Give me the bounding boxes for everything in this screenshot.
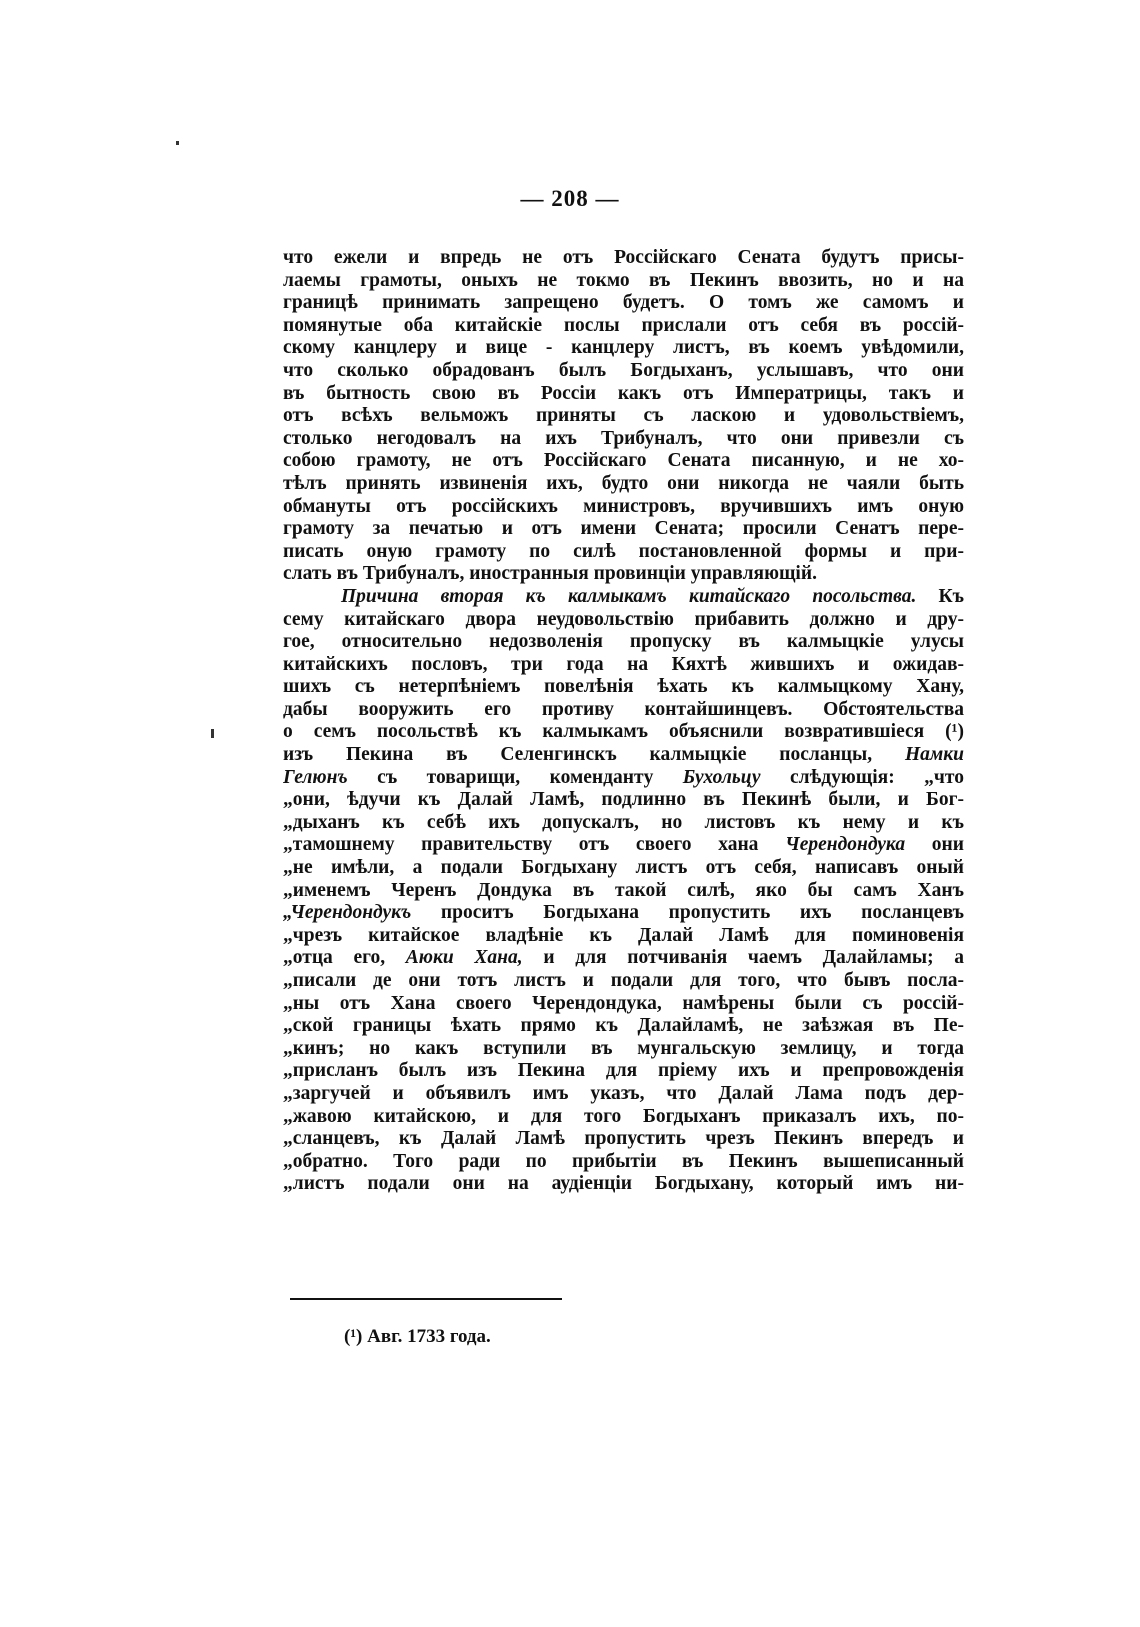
text-line: собою грамоту, не отъ Россійскаго Сената писанную, и не хо- xyxy=(283,450,964,472)
text-line: тѣлъ принять извиненія ихъ, будто они никогда не чаяли быть xyxy=(283,472,964,494)
text-line: Гелюнъ съ товарищи, комендантy Бухольцу слѣдующія: „что xyxy=(283,766,964,788)
section-heading-line: Причина вторая къ калмыкамъ китайскаго посольства. Къ xyxy=(341,585,964,607)
text-line: грамоту за печатью и отъ имени Сената; просили Сенатъ пере- xyxy=(283,518,964,540)
text-line: „ны отъ Хана своего Черендондука, намѣрены были съ россій- xyxy=(283,992,964,1014)
text-line: „жавою китайскою, и для того Богдыханъ приказалъ ихъ, по- xyxy=(283,1105,964,1127)
text-line: „заргучей и объявилъ имъ указъ, что Далай Лама подъ дер- xyxy=(283,1082,964,1104)
text-line: изъ Пекина въ Селенгинскъ калмыцкіе посланцы, Намки xyxy=(283,744,964,766)
text-line: китайскихъ пословъ, три года на Кяхтѣ жившихъ и ожидав- xyxy=(283,653,964,675)
text-line: „кинъ; но какъ вступили въ мунгальскую землицу, и тогда xyxy=(283,1037,964,1059)
text-line: помянутые оба китайскіе послы прислали отъ себя въ россій- xyxy=(283,314,964,336)
text-line: „они, ѣдучи къ Далай Ламѣ, подлинно въ Пекинѣ были, и Бог- xyxy=(283,789,964,811)
body-text xyxy=(283,247,964,1196)
footnote: (¹) Авг. 1733 года. xyxy=(344,1326,491,1347)
scan-speck xyxy=(176,141,179,145)
scan-speck xyxy=(211,729,214,738)
text-line: шихъ съ нетерпѣніемъ повелѣнія ѣхать къ калмыцкому Хану, xyxy=(283,676,964,698)
text-line: скому канцлеру и вице - канцлеру листъ, въ коемъ увѣдомили, xyxy=(283,337,964,359)
text-line: „не имѣли, а подали Богдыхану листъ отъ себя, написавъ оный xyxy=(283,857,964,879)
section-heading: Причина вторая къ калмыкамъ китайскаго посольства. xyxy=(341,585,917,607)
text-line: сему китайскаго двора неудовольствію прибавить должно и дру- xyxy=(283,608,964,630)
page-number: — 208 — xyxy=(520,186,620,211)
text-line: слать въ Трибуналъ, иностранныя провинціи управляющій. xyxy=(283,563,817,585)
text-line: писать оную грамоту по силѣ постановленной формы и при- xyxy=(283,540,964,562)
text-line: „листъ подали они на аудіенціи Богдыхану, который имъ ни- xyxy=(283,1173,964,1195)
text-line: „чрезъ китайское владѣніе къ Далай Ламѣ для поминовенія xyxy=(283,924,964,946)
footnote-rule xyxy=(290,1298,562,1300)
text-line: обмануты отъ россійскихъ министровъ, вручившихъ имъ оную xyxy=(283,495,964,517)
text-line: что ежели и впредь не отъ Россійскаго Сената будутъ присы- xyxy=(283,247,964,268)
text-line: о семъ посольствѣ къ калмыкамъ объяснили возвратившіеся (¹) xyxy=(283,721,964,743)
text-line: „сланцевъ, къ Далай Ламѣ пропустить чрезъ Пекинъ впередъ и xyxy=(283,1128,964,1150)
text-line: „именемъ Черенъ Дондука въ такой силѣ, яко бы самъ Ханъ xyxy=(283,879,964,901)
text-line: дабы вооружить его противу контайшинцевъ. Обстоятельства xyxy=(283,698,964,720)
text-line: столько негодовалъ на ихъ Трибуналъ, что они привезли съ xyxy=(283,427,964,449)
text-line: границѣ принимать запрещено будетъ. О томъ же самомъ и xyxy=(283,292,964,314)
text-line: что сколько обрадованъ былъ Богдыханъ, услышавъ, что они xyxy=(283,359,964,381)
text-line: „Черендондукъ проситъ Богдыхана пропустить ихъ посланцевъ xyxy=(283,902,964,924)
text-line: „присланъ былъ изъ Пекина для пріему ихъ и препровожденія xyxy=(283,1060,964,1082)
text-line: лаемы грамоты, оныхъ не токмо въ Пекинъ ввозить, но и на xyxy=(283,269,964,291)
text-line: „писали де они тотъ листъ и подали для того, что бывъ посла- xyxy=(283,970,964,991)
text-line: „обратно. Того ради по прибытіи въ Пекинъ вышеписанный xyxy=(283,1150,964,1172)
text-line: „отца его, Аюки Хана, и для потчиванія чаемъ Далайламы; а xyxy=(283,947,964,969)
text-line: отъ всѣхъ вельможъ приняты съ ласкою и удовольствіемъ, xyxy=(283,405,964,427)
text-line: въ бытность свою въ Россіи какъ отъ Императрицы, такъ и xyxy=(283,382,964,404)
text-line: гое, относительно недозволенія пропуску въ калмыцкіе улусы xyxy=(283,631,964,653)
text-line: „тамошнему правительству отъ своего хана Черендондука они xyxy=(283,834,964,856)
text-line: „ской границы ѣхать прямо къ Далайламѣ, не заѣзжая въ Пе- xyxy=(283,1015,964,1037)
text-line: „дыханъ къ себѣ ихъ допускалъ, но листовъ къ нему и къ xyxy=(283,811,964,833)
